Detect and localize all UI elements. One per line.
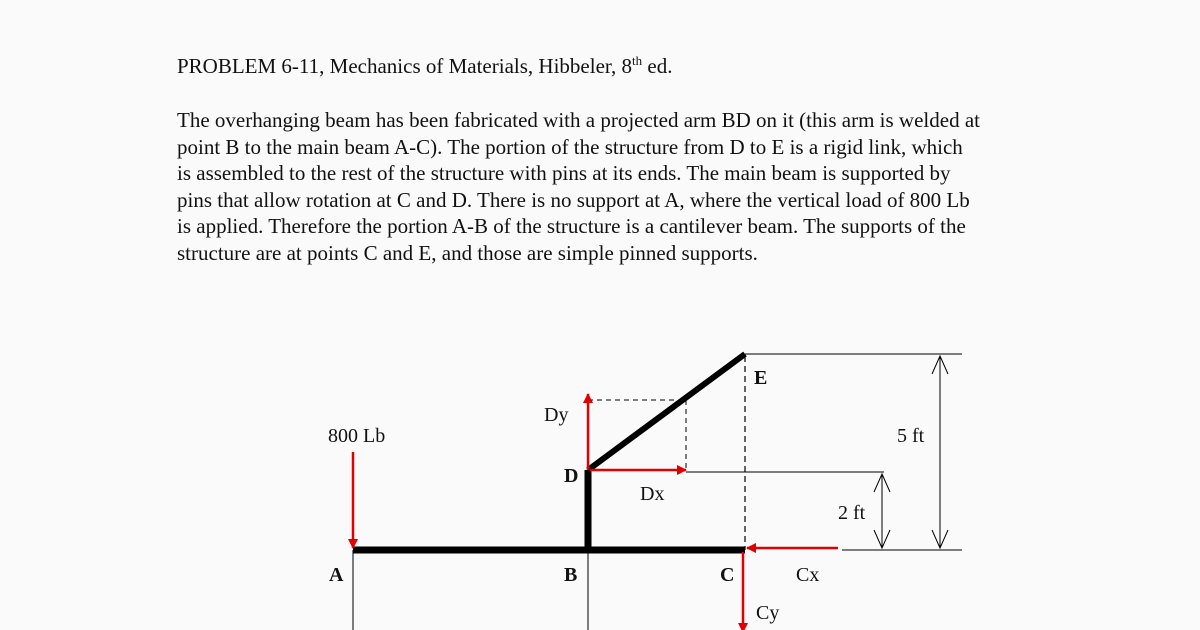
dimension-2ft (874, 474, 890, 548)
force-label-dx: Dx (640, 483, 665, 505)
description-line: The overhanging beam has been fabricated with a projected arm BD on it (this arm is welded at (177, 108, 980, 132)
point-label-e: E (754, 367, 768, 389)
description-line: is applied. Therefore the portion A-B of the structure is a cantilever beam. The supports of the (177, 214, 966, 238)
dimension-label-5ft: 5 ft (897, 425, 925, 447)
title-text: PROBLEM 6-11, Mechanics of Materials, Hibbeler, 8 (177, 54, 633, 78)
force-label-dy: Dy (544, 404, 569, 426)
description-line: is assembled to the rest of the structure with pins at its ends. The main beam is supported by (177, 161, 951, 185)
force-label-cy: Cy (756, 602, 780, 624)
link-de (588, 354, 745, 470)
force-label-cx: Cx (796, 564, 820, 586)
point-label-b: B (564, 564, 578, 586)
load-label: 800 Lb (328, 425, 386, 447)
description-line: pins that allow rotation at C and D. There is no support at A, where the vertical load of 800 Lb (177, 187, 970, 212)
title-superscript: th (632, 53, 643, 68)
description-line: point B to the main beam A-C). The portion of the structure from D to E is a rigid link, which (177, 134, 963, 159)
title-end: ed. (642, 54, 673, 78)
point-label-c: C (720, 564, 735, 586)
dimension-label-2ft: 2 ft (838, 502, 866, 524)
description-line: structure are at points C and E, and those are simple pinned supports. (177, 240, 758, 265)
point-label-d: D (564, 465, 579, 487)
point-label-a: A (329, 564, 344, 586)
dimension-5ft (932, 356, 948, 548)
